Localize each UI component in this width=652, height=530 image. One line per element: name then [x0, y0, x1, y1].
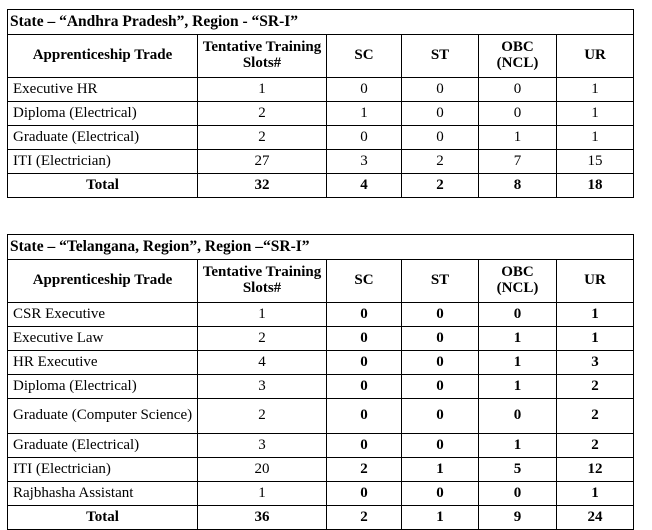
trade-cell: CSR Executive — [8, 303, 198, 327]
trade-cell: Diploma (Electrical) — [8, 375, 198, 399]
trade-cell: Diploma (Electrical) — [8, 102, 198, 126]
trade-cell: ITI (Electrician) — [8, 150, 198, 174]
total-obc: 8 — [479, 174, 557, 198]
ur-cell: 12 — [557, 458, 634, 482]
table-row — [8, 482, 634, 506]
st-cell: 0 — [402, 434, 479, 458]
obc-cell: 1 — [479, 327, 557, 351]
sc-cell: 3 — [327, 150, 402, 174]
sc-cell: 0 — [327, 482, 402, 506]
total-obc: 9 — [479, 506, 557, 530]
ur-cell: 15 — [557, 150, 634, 174]
ur-cell: 1 — [557, 78, 634, 102]
table-title-row — [8, 235, 634, 260]
slots-cell: 3 — [198, 375, 327, 399]
table-row — [8, 327, 634, 351]
total-slots: 36 — [198, 506, 327, 530]
ur-cell: 2 — [557, 375, 634, 399]
st-cell: 0 — [402, 303, 479, 327]
slots-cell: 20 — [198, 458, 327, 482]
st-cell: 0 — [402, 78, 479, 102]
st-cell: 0 — [402, 399, 479, 434]
obc-cell: 0 — [479, 482, 557, 506]
trade-cell: Rajbhasha Assistant — [8, 482, 198, 506]
st-cell: 1 — [402, 458, 479, 482]
slots-cell: 1 — [198, 303, 327, 327]
header-row — [8, 35, 634, 78]
total-st: 1 — [402, 506, 479, 530]
total-sc: 2 — [327, 506, 402, 530]
st-cell: 0 — [402, 482, 479, 506]
obc-cell: 1 — [479, 126, 557, 150]
slots-cell: 1 — [198, 78, 327, 102]
table-row — [8, 102, 634, 126]
ur-cell: 3 — [557, 351, 634, 375]
sc-cell: 0 — [327, 327, 402, 351]
header-obc: OBC (NCL) — [479, 260, 557, 303]
trade-cell: Executive Law — [8, 327, 198, 351]
table-row — [8, 434, 634, 458]
st-cell: 2 — [402, 150, 479, 174]
sc-cell: 1 — [327, 102, 402, 126]
header-slots: Tentative Training Slots# — [198, 35, 327, 78]
ur-cell: 1 — [557, 327, 634, 351]
ur-cell: 1 — [557, 482, 634, 506]
header-row — [8, 260, 634, 303]
slots-cell: 2 — [198, 102, 327, 126]
trade-cell: HR Executive — [8, 351, 198, 375]
table-title: State – “Telangana, Region”, Region –“SR-I” — [8, 235, 634, 260]
sc-cell: 0 — [327, 303, 402, 327]
ur-cell: 2 — [557, 399, 634, 434]
trade-cell: Executive HR — [8, 78, 198, 102]
ur-cell: 1 — [557, 102, 634, 126]
header-trade: Apprenticeship Trade — [8, 260, 198, 303]
ur-cell: 1 — [557, 126, 634, 150]
obc-cell: 0 — [479, 78, 557, 102]
slots-cell: 2 — [198, 126, 327, 150]
st-cell: 0 — [402, 351, 479, 375]
total-sc: 4 — [327, 174, 402, 198]
obc-cell: 1 — [479, 375, 557, 399]
andhra-pradesh-table — [7, 9, 634, 198]
header-trade: Apprenticeship Trade — [8, 35, 198, 78]
obc-cell: 1 — [479, 351, 557, 375]
st-cell: 0 — [402, 126, 479, 150]
st-cell: 0 — [402, 375, 479, 399]
table-row — [8, 351, 634, 375]
table-row — [8, 375, 634, 399]
header-sc: SC — [327, 35, 402, 78]
st-cell: 0 — [402, 102, 479, 126]
st-cell: 0 — [402, 327, 479, 351]
sc-cell: 0 — [327, 399, 402, 434]
total-ur: 18 — [557, 174, 634, 198]
obc-cell: 0 — [479, 303, 557, 327]
slots-cell: 2 — [198, 327, 327, 351]
total-row — [8, 174, 634, 198]
obc-cell: 5 — [479, 458, 557, 482]
table-title: State – “Andhra Pradesh”, Region - “SR-I” — [8, 10, 634, 35]
trade-cell: Graduate (Electrical) — [8, 126, 198, 150]
slots-cell: 2 — [198, 399, 327, 434]
sc-cell: 0 — [327, 126, 402, 150]
header-st: ST — [402, 35, 479, 78]
total-label: Total — [8, 174, 198, 198]
total-label: Total — [8, 506, 198, 530]
slots-cell: 27 — [198, 150, 327, 174]
trade-cell: ITI (Electrician) — [8, 458, 198, 482]
telangana-table — [7, 234, 634, 530]
header-sc: SC — [327, 260, 402, 303]
total-ur: 24 — [557, 506, 634, 530]
header-obc: OBC (NCL) — [479, 35, 557, 78]
obc-cell: 0 — [479, 102, 557, 126]
slots-cell: 3 — [198, 434, 327, 458]
sc-cell: 0 — [327, 375, 402, 399]
table-row — [8, 399, 634, 434]
slots-cell: 4 — [198, 351, 327, 375]
table-row — [8, 303, 634, 327]
obc-cell: 1 — [479, 434, 557, 458]
header-slots: Tentative Training Slots# — [198, 260, 327, 303]
table-row — [8, 78, 634, 102]
table-row — [8, 458, 634, 482]
ur-cell: 1 — [557, 303, 634, 327]
header-st: ST — [402, 260, 479, 303]
trade-cell: Graduate (Electrical) — [8, 434, 198, 458]
obc-cell: 0 — [479, 399, 557, 434]
sc-cell: 0 — [327, 434, 402, 458]
table-title-row — [8, 10, 634, 35]
sc-cell: 0 — [327, 351, 402, 375]
header-ur: UR — [557, 35, 634, 78]
sc-cell: 2 — [327, 458, 402, 482]
slots-cell: 1 — [198, 482, 327, 506]
total-row — [8, 506, 634, 530]
sc-cell: 0 — [327, 78, 402, 102]
total-slots: 32 — [198, 174, 327, 198]
table-row — [8, 150, 634, 174]
table-row — [8, 126, 634, 150]
trade-cell: Graduate (Computer Science) — [8, 399, 198, 434]
total-st: 2 — [402, 174, 479, 198]
header-ur: UR — [557, 260, 634, 303]
ur-cell: 2 — [557, 434, 634, 458]
obc-cell: 7 — [479, 150, 557, 174]
